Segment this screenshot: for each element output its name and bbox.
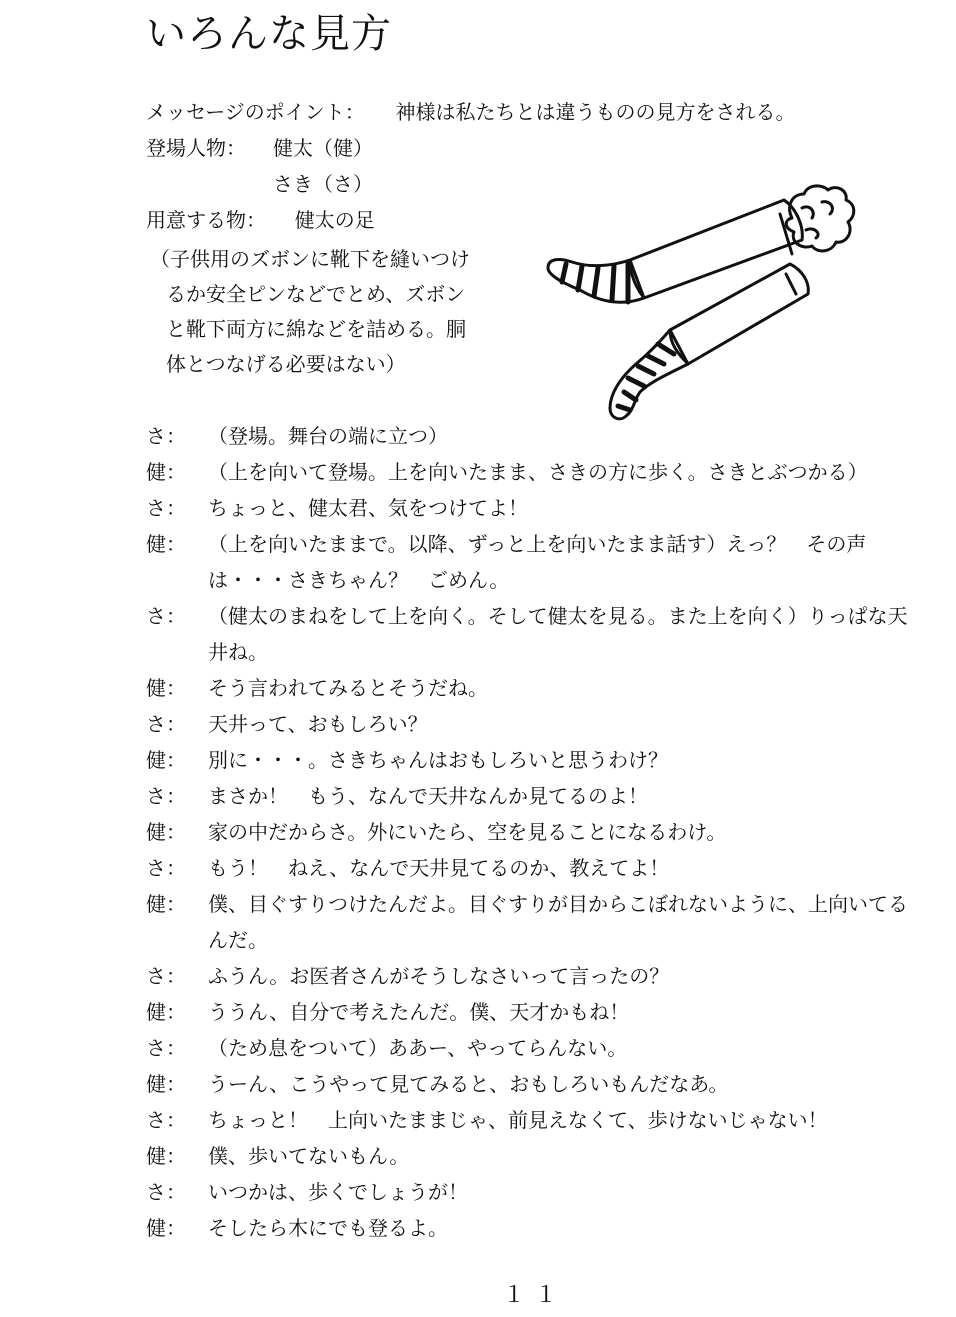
line-text: まさか！ もう、なんで天井なんか見てるのよ！ (208, 784, 648, 808)
characters-label: 登場人物： (146, 136, 246, 160)
speaker: 健： (146, 532, 186, 556)
line-text: （ため息をついて）ああー、やってらんない。 (208, 1036, 628, 1060)
speaker: さ： (146, 784, 186, 808)
dialogue-line (146, 598, 916, 670)
dialogue-line (146, 958, 916, 994)
speaker: さ： (146, 1036, 186, 1060)
speaker: 健： (146, 748, 186, 772)
speaker: さ： (146, 712, 186, 736)
line-text: 家の中だからさ。外にいたら、空を見ることになるわけ。 (208, 820, 727, 844)
line-text: （上を向いて登場。上を向いたまま、さきの方に歩く。さきとぶつかる） (208, 460, 868, 484)
props-note-line: 体とつなげる必要はない） (166, 352, 406, 376)
legs-illustration-icon (540, 178, 860, 428)
props-note-line: （子供用のズボンに靴下を縫いつけ (150, 247, 470, 271)
dialogue-line (146, 1174, 916, 1210)
dialogue-line (146, 1030, 916, 1066)
character-kenta: 健太（健） (273, 136, 373, 160)
speaker: 健： (146, 892, 186, 916)
line-text: 別に・・・。さきちゃんはおもしろいと思うわけ？ (208, 748, 668, 772)
speaker: 健： (146, 676, 186, 700)
page-title: いろんな見方 (146, 11, 392, 57)
line-text: （健太のまねをして上を向く。そして健太を見る。また上を向く）りっぱな天井ね。 (208, 604, 908, 664)
dialogue-line (146, 454, 916, 490)
line-text: 天井って、おもしろい？ (208, 712, 428, 736)
speaker: さ： (146, 856, 186, 880)
dialogue-line (146, 1210, 916, 1246)
page-number: １１ (502, 1283, 567, 1308)
line-text: そしたら木にでも登るよ。 (208, 1216, 448, 1240)
speaker: さ： (146, 604, 186, 628)
line-text: ちょっと、健太君、気をつけてよ！ (208, 496, 528, 520)
dialogue-line (146, 1066, 916, 1102)
dialogue-line (146, 490, 916, 526)
line-text: そう言われてみるとそうだね。 (208, 676, 488, 700)
speaker: さ： (146, 1180, 186, 1204)
speaker: さ： (146, 424, 186, 448)
speaker: さ： (146, 496, 186, 520)
message-value: 神様は私たちとは違うものの見方をされる。 (395, 100, 796, 124)
props-note-line: と靴下両方に綿などを詰める。胴 (166, 317, 466, 341)
message-point (146, 98, 796, 126)
dialogue-line (146, 742, 916, 778)
dialogue-line (146, 850, 916, 886)
dialogue-line (146, 778, 916, 814)
speaker: 健： (146, 820, 186, 844)
dialogue-line (146, 418, 916, 454)
props-note-line: るか安全ピンなどでとめ、ズボン (166, 282, 466, 306)
dialogue-line (146, 886, 916, 958)
line-text: ちょっと！ 上向いたままじゃ、前見えなくて、歩けないじゃない！ (208, 1108, 828, 1132)
speaker: 健： (146, 1216, 186, 1240)
dialogue-line (146, 1102, 916, 1138)
speaker: 健： (146, 460, 186, 484)
characters-row (146, 134, 246, 162)
line-text: いつかは、歩くでしょうが！ (208, 1180, 468, 1204)
line-text: 僕、歩いてないもん。 (208, 1144, 410, 1168)
line-text: （登場。舞台の端に立つ） (208, 424, 448, 448)
dialogue-line (146, 526, 916, 598)
speaker: 健： (146, 1144, 186, 1168)
speaker: 健： (146, 1000, 186, 1024)
speaker: さ： (146, 1108, 186, 1132)
message-label: メッセージのポイント： (146, 100, 365, 124)
dialogue-line (146, 1138, 916, 1174)
dialogue-line (146, 994, 916, 1030)
dialogue-line (146, 706, 916, 742)
props-value: 健太の足 (294, 208, 375, 232)
speaker: さ： (146, 964, 186, 988)
line-text: もう！ ねえ、なんで天井見てるのか、教えてよ！ (208, 856, 670, 880)
props-row (146, 206, 375, 234)
line-text: 僕、目ぐすりつけたんだよ。目ぐすりが目からこぼれないように、上向いてるんだ。 (208, 892, 908, 952)
character-saki: さき（さ） (273, 172, 373, 196)
line-text: （上を向いたままで。以降、ずっと上を向いたまま話す）えっ？ その声は・・・さきちゃん？ ごめん。 (208, 532, 867, 592)
line-text: ううん、自分で考えたんだ。僕、天才かもね！ (208, 1000, 630, 1024)
line-text: ふうん。お医者さんがそうしなさいって言ったの？ (208, 964, 670, 988)
dialogue-line (146, 814, 916, 850)
line-text: うーん、こうやって見てみると、おもしろいもんだなあ。 (208, 1072, 729, 1096)
dialogue (146, 418, 916, 1246)
speaker: 健： (146, 1072, 186, 1096)
props-note (150, 242, 500, 382)
dialogue-line (146, 670, 916, 706)
props-label: 用意する物： (146, 208, 266, 232)
